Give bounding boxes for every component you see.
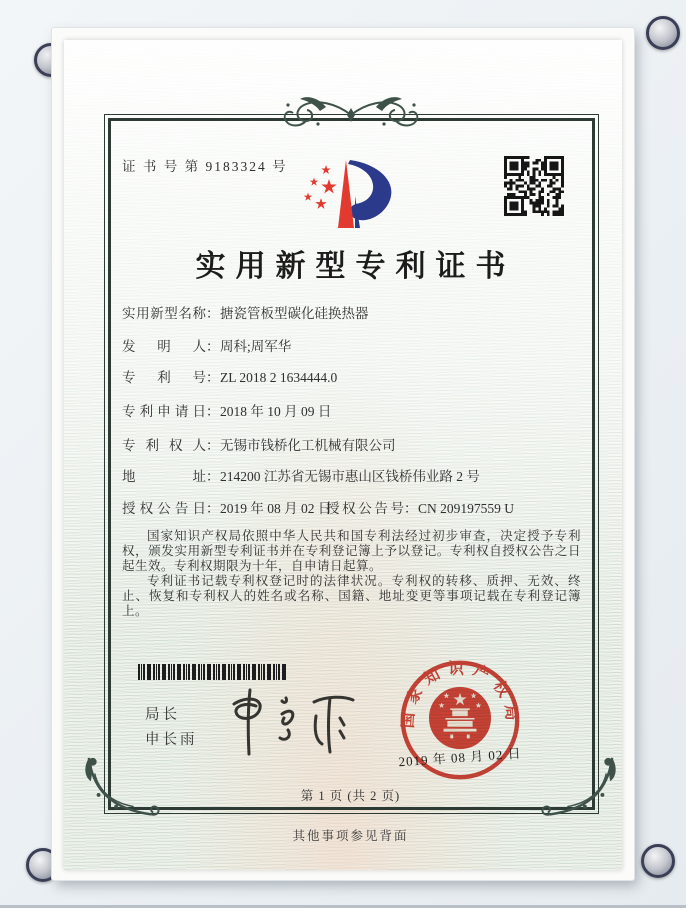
- commissioner-signature: [222, 686, 360, 760]
- field-row-patentee: [122, 437, 396, 455]
- mount-screw-bottom-right: [641, 844, 675, 878]
- field-label: 发明人: [122, 339, 206, 354]
- field-label: 实用新型名称: [122, 306, 206, 321]
- field-colon: ：: [206, 438, 220, 453]
- field-colon: ：: [206, 370, 220, 385]
- field-colon: ：: [206, 306, 220, 321]
- field-value: 搪瓷管板型碳化硅换热器: [220, 306, 369, 321]
- field-colon: ：: [206, 339, 220, 354]
- page-info: 第 1 页 (共 2 页): [300, 789, 401, 803]
- field-value: 2018 年 10 月 09 日: [220, 404, 332, 419]
- legal-paragraph: 专利证书记载专利权登记时的法律状况。专利权的转移、质押、无效、终止、恢复和专利权人的姓名或名称、国籍、地址变更等事项记载在专利登记簿上。: [122, 574, 581, 618]
- field-row-filing-date: [122, 403, 331, 421]
- field-value: 无锡市钱桥化工机械有限公司: [220, 438, 396, 453]
- field-value: CN 209197559 U: [418, 501, 515, 516]
- field-row-inventor: [122, 338, 291, 356]
- field-row-patent-no: [122, 369, 337, 387]
- field-label: 专利申请日: [122, 404, 206, 419]
- field-value: ZL 2018 2 1634444.0: [220, 370, 338, 385]
- field-label: 授权公告日: [122, 501, 206, 516]
- field-label: 专利号: [122, 370, 206, 385]
- barcode: [138, 664, 286, 680]
- back-side-note: 其他事项参见背面: [292, 829, 409, 843]
- field-label: 授权公告号: [326, 501, 404, 516]
- field-row-address: [122, 468, 480, 486]
- field-value: 2019 年 08 月 02 日: [220, 501, 332, 516]
- field-colon: ：: [206, 501, 220, 516]
- field-value: 214200 江苏省无锡市惠山区钱桥伟业路 2 号: [220, 469, 480, 484]
- field-colon: ：: [404, 501, 418, 516]
- field-row-grant-no: [326, 500, 514, 518]
- cnipa-logo: [298, 156, 398, 240]
- field-colon: ：: [206, 469, 220, 484]
- logo-red-wedge: [338, 160, 354, 228]
- commissioner-title: 局长: [145, 707, 180, 723]
- field-row-name: [122, 305, 369, 323]
- field-value: 周科;周军华: [220, 339, 292, 354]
- mount-screw-top-right: [646, 16, 680, 50]
- field-colon: ：: [206, 404, 220, 419]
- seal-text: 国家知识产权局: [399, 660, 521, 729]
- legal-paragraph: 国家知识产权局依照中华人民共和国专利法经过初步审查，决定授予专利权，颁发实用新型专利证书并在专利登记簿上予以登记。专利权自授权公告之日起生效。专利权期限为十年，自申请日起算。: [122, 529, 581, 573]
- top-flourish-ornament: [266, 94, 436, 136]
- field-row-grant-date: [122, 500, 331, 518]
- field-label: 地址: [122, 469, 206, 484]
- logo-stars: [304, 165, 337, 209]
- certificate-number: 证 书 号 第 9183324 号: [122, 159, 288, 174]
- legal-paragraphs: [122, 529, 581, 619]
- field-label: 专利权人: [122, 438, 206, 453]
- certificate-title: 实用新型专利证书: [195, 250, 516, 283]
- commissioner-name: 申长雨: [145, 732, 198, 748]
- logo-blue-p-shape: [348, 160, 391, 220]
- seal-date: 2019 年 08 月 02 日: [398, 745, 523, 770]
- qr-code: [504, 156, 564, 216]
- seal-national-emblem: [430, 688, 490, 748]
